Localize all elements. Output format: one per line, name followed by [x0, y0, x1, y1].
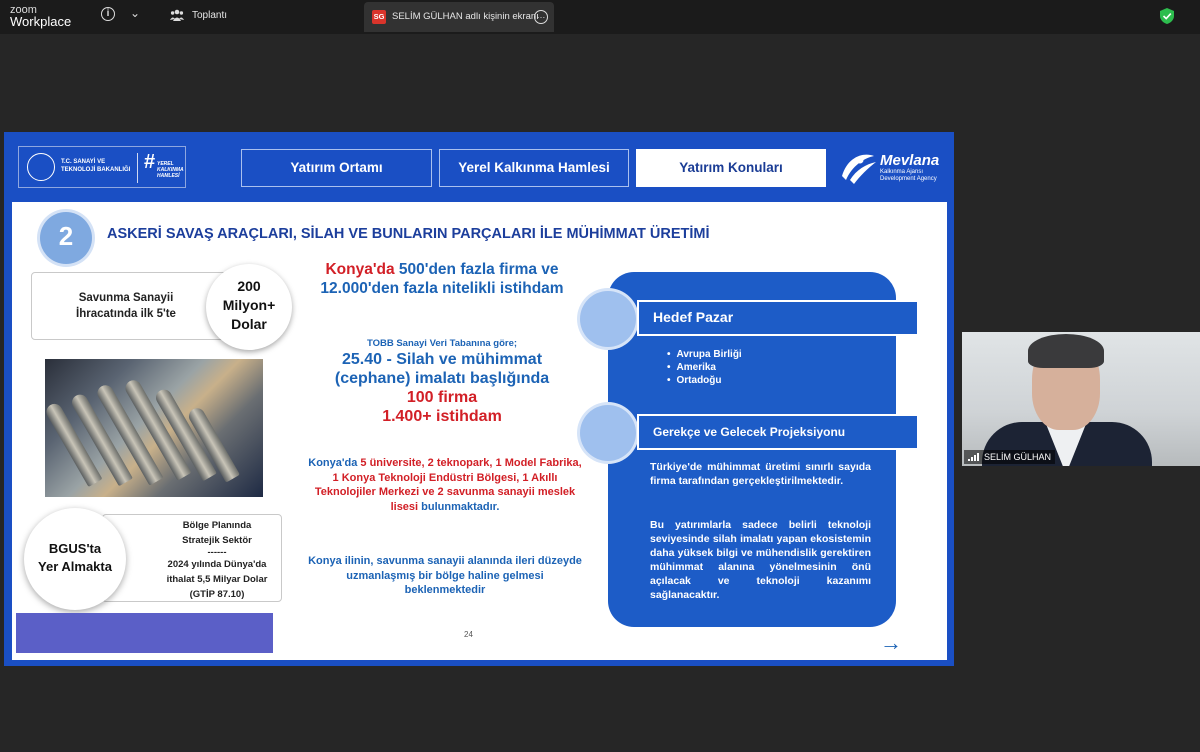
shared-slide — [4, 132, 954, 666]
section-number: 2 — [58, 221, 74, 251]
ministry-name — [61, 158, 131, 174]
expectation-text: Konya ilinin, savunma sanayii alanında ileri düzeyde uzmanlaşmış bir bölge haline gelmesi beklenmektedir — [308, 555, 582, 596]
amount-line2: Milyon+ — [222, 297, 276, 313]
sharer-avatar: SG — [372, 10, 386, 24]
security-shield-icon[interactable] — [1160, 8, 1174, 24]
info-icon[interactable]: i — [101, 7, 115, 21]
participants-icon — [170, 9, 184, 21]
participant-video[interactable] — [962, 332, 1200, 466]
rationale-paragraph-2: Bu yatırımlarla sadece belirli teknoloji seviyesinde silah imalatı yapan ekosistemin daha yüksek bilgi ve mühendislik gerektiren mühimmat alanına yönelmesinin önü açılacak ve teknoloji kazanımı sağlanacaktır. — [650, 519, 871, 601]
market-item: • Ortadoğu — [667, 374, 742, 387]
export-line2: İhracatında ilk 5'te — [76, 308, 176, 320]
export-amount-text — [206, 277, 292, 334]
bgus-text — [24, 540, 126, 576]
market-item: • Avrupa Birliği — [667, 348, 742, 361]
zoom-top-bar — [0, 0, 1200, 34]
agency-sub1: Kalkınma Ajansı — [880, 169, 924, 175]
export-amount-circle — [206, 264, 292, 350]
tab-yatirim-ortami[interactable]: Yatırım Ortamı — [241, 149, 432, 187]
screen-share-label: SELİM GÜLHAN adlı kişinin ekranı — [392, 11, 539, 22]
plan-line4: ithalat 5,5 Milyar Dolar — [166, 574, 268, 585]
participant-name-tag — [964, 450, 1055, 464]
ministry-logo — [18, 146, 186, 188]
ammunition-photo — [45, 359, 263, 497]
amount-line3: Dolar — [231, 316, 267, 332]
plan-line3: 2024 yılında Dünya'da — [167, 559, 267, 570]
logo-top-text: zoom — [10, 4, 37, 16]
screen-share-tab[interactable] — [364, 2, 554, 32]
target-circle — [580, 291, 636, 347]
slide-content — [12, 202, 947, 660]
hashtag-icon: # — [144, 151, 156, 173]
agency-sub2: Development Agency — [880, 176, 937, 182]
hashtag-caption: YEREL KALKINMA HAMLESİ — [157, 161, 184, 179]
amount-line1: 200 — [237, 278, 261, 294]
participant-hair — [1028, 334, 1104, 368]
stat-line4: 1.400+ istihdam — [382, 408, 502, 425]
section-number-badge — [40, 212, 92, 264]
bgus-line2: Yer Almakta — [38, 559, 112, 574]
agency-subtitle — [880, 169, 937, 183]
ministry-emblem-icon — [27, 153, 55, 181]
tab-yatirim-konulari[interactable]: Yatırım Konuları — [636, 149, 826, 187]
tobb-source: TOBB Sanayi Veri Tabanına göre; — [366, 338, 518, 349]
tab-yerel-kalkinma-hamlesi[interactable]: Yerel Kalkınma Hamlesi — [439, 149, 629, 187]
firms-text: 500'den fazla firma ve 12.000'den fazla nitelikli istihdam — [320, 261, 564, 297]
stat-line2: (cephane) imalatı başlığında — [334, 370, 550, 387]
stat-line3: 100 firma — [406, 389, 478, 406]
chevron-down-icon[interactable]: ⌄ — [130, 6, 141, 20]
regional-plan-text — [153, 518, 281, 602]
decorative-bar — [16, 613, 273, 653]
more-options-icon[interactable]: … — [534, 10, 548, 24]
bgus-line1: BGUS'ta — [48, 541, 102, 556]
mevlana-logo-icon — [838, 150, 878, 186]
zoom-workplace-logo[interactable] — [10, 4, 71, 28]
plan-line5: (GTİP 87.10) — [189, 589, 245, 600]
logo-bottom-text: Workplace — [10, 14, 72, 29]
participant-name: SELİM GÜLHAN — [984, 452, 1052, 462]
export-line1: Savunma Sanayii — [78, 292, 174, 304]
regional-plan-box — [102, 514, 282, 602]
firm-count-text — [307, 260, 577, 298]
next-arrow-icon[interactable]: → — [880, 630, 902, 655]
bgus-circle — [24, 508, 126, 610]
slide-title: ASKERİ SAVAŞ ARAÇLARI, SİLAH VE BUNLARIN PARÇALARI İLE MÜHİMMAT ÜRETİMİ — [107, 226, 710, 242]
meeting-label[interactable]: Toplantı — [192, 10, 228, 21]
export-rank-text — [46, 290, 206, 322]
target-market-list — [667, 348, 742, 387]
ministry-line1: T.C. SANAYİ VE — [61, 159, 106, 165]
konya-label: Konya'da — [325, 261, 395, 278]
plan-line1: Bölge Planında — [182, 520, 252, 531]
infra-end: bulunmaktadır. — [421, 500, 500, 513]
rationale-paragraph-1: Türkiye'de mühimmat üretimi sınırlı sayıda firma tarafından gerçekleştirilmektedir. — [650, 461, 871, 487]
plan-line2: Stratejik Sektör — [182, 535, 252, 546]
agency-name: Mevlana — [880, 152, 940, 169]
market-item: • Amerika — [667, 361, 742, 374]
infrastructure-text — [305, 456, 585, 514]
stat-line1: 25.40 - Silah ve mühimmat — [341, 351, 543, 368]
weapon-stats — [302, 350, 582, 426]
infra-list: 5 üniversite, 2 teknopark, 1 Model Fabrika, 1 Konya Teknoloji Endüstri Bölgesi, 1 Akıllı Teknolojiler Merkezi ve 2 savunma sanayii meslek lisesi — [314, 457, 582, 513]
plan-separator: ------ — [207, 547, 227, 558]
ministry-line2: TEKNOLOJİ BAKANLIĞI — [61, 167, 131, 173]
rationale-header: Gerekçe ve Gelecek Projeksiyonu — [637, 414, 919, 450]
logo-divider — [137, 153, 138, 183]
infra-konya: Konya'da — [308, 457, 358, 469]
rationale-circle — [580, 405, 636, 461]
target-market-header: Hedef Pazar — [637, 300, 919, 336]
page-number: 24 — [464, 630, 473, 639]
signal-strength-icon — [968, 453, 980, 461]
